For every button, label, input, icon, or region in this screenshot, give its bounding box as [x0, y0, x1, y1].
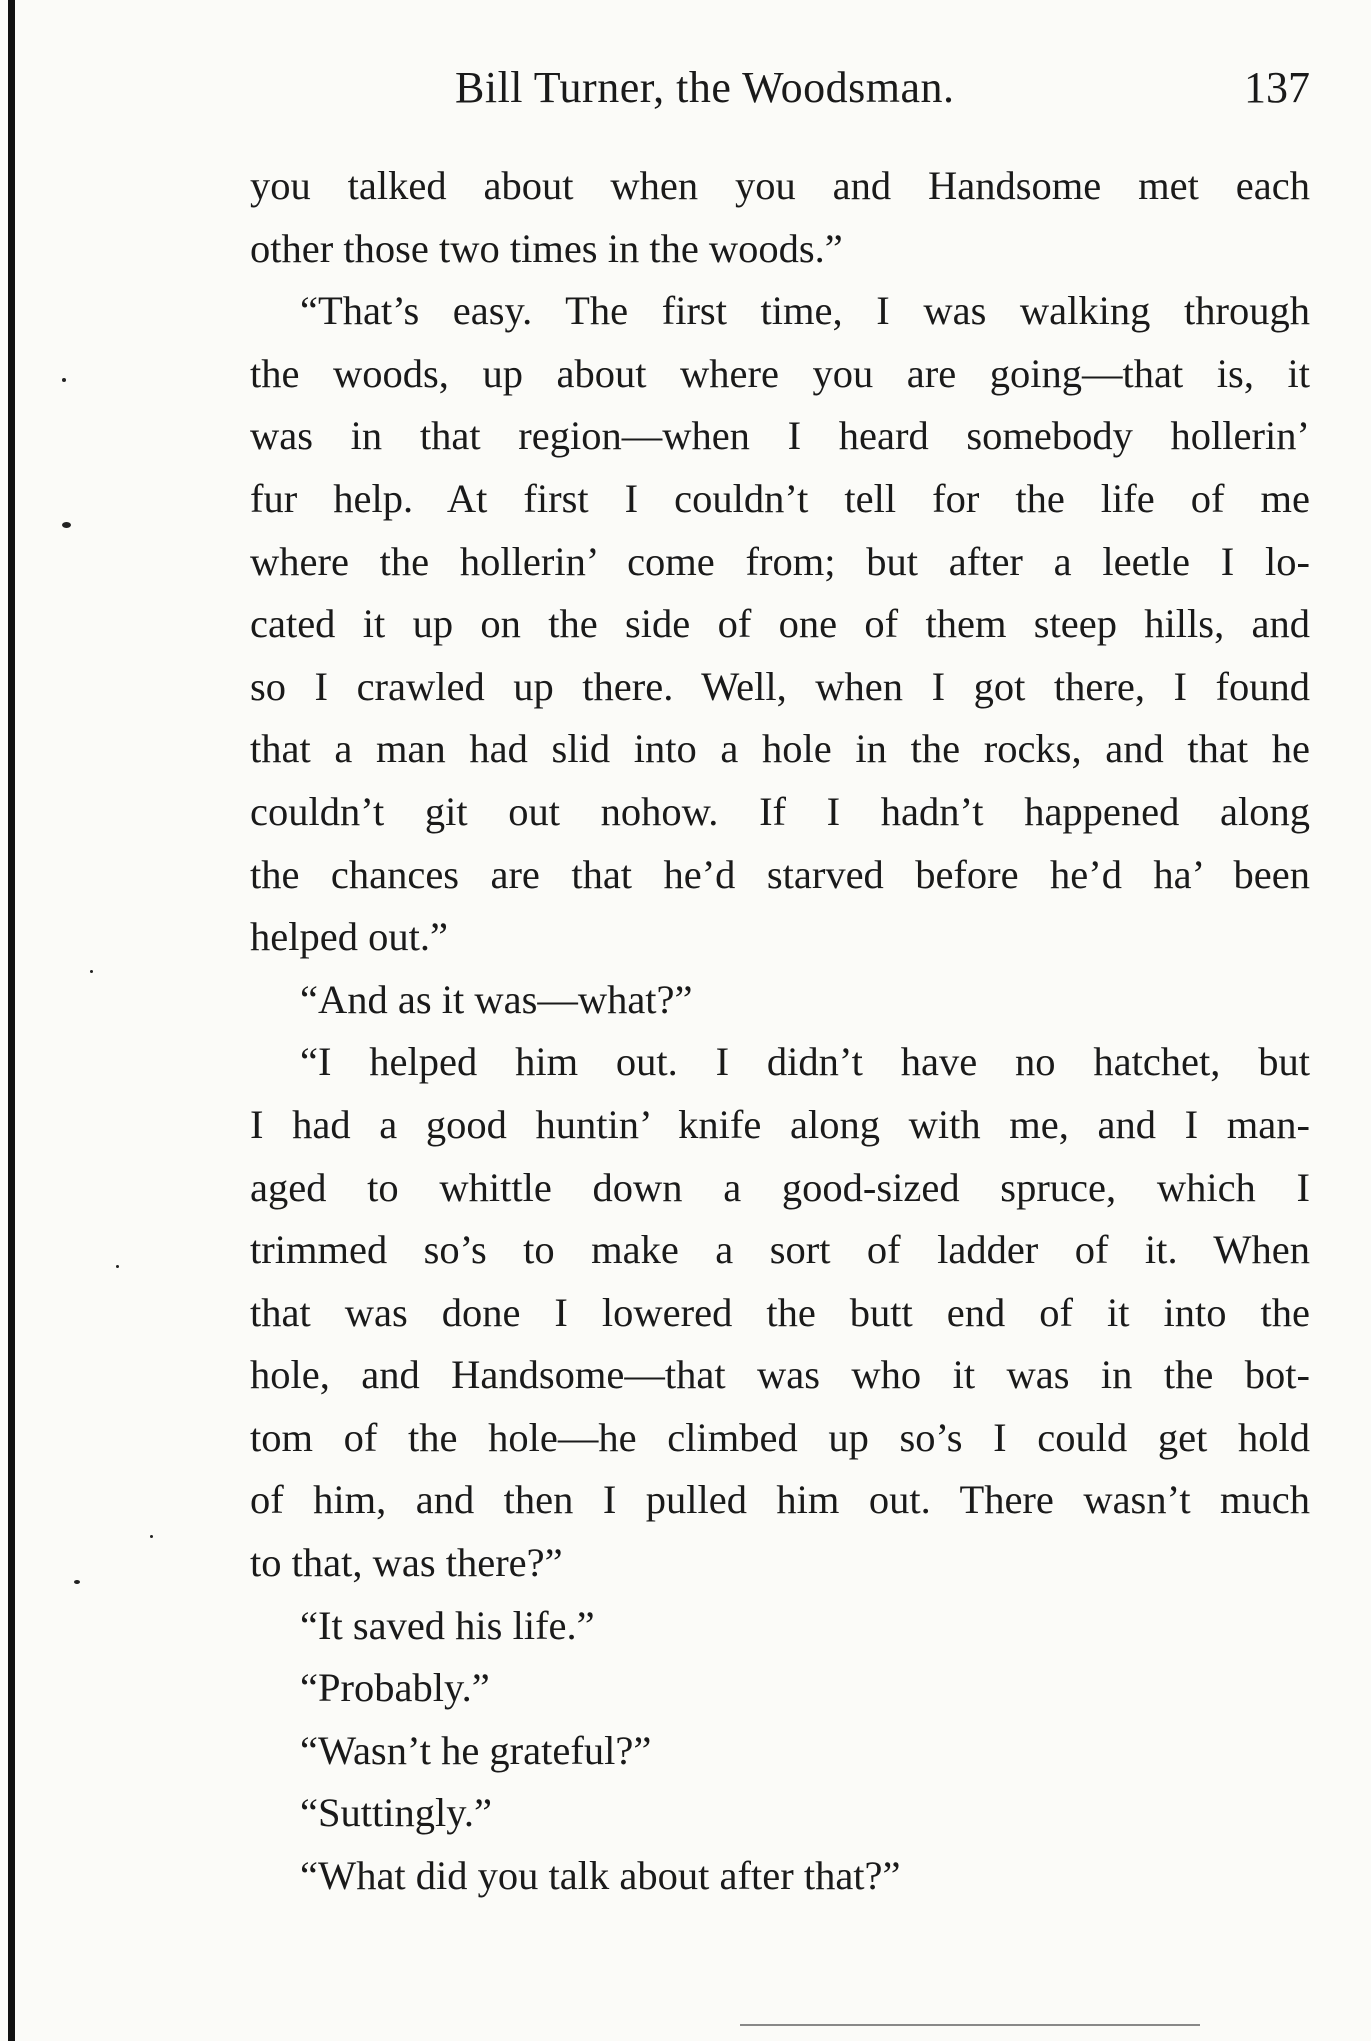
text-line: “It saved his life.”	[300, 1602, 595, 1648]
text-line: “And as it was—what?”	[300, 976, 693, 1022]
ink-speck	[62, 522, 71, 528]
text-line: trimmed so’s to make a sort of ladder of it. When	[250, 1227, 1310, 1273]
text-line: cated it up on the side of one of them steep hills, and	[250, 601, 1310, 647]
text-line: “Wasn’t he grateful?”	[300, 1727, 652, 1773]
ink-speck	[116, 1265, 119, 1268]
binding-edge	[8, 0, 15, 2041]
text-line: fur help. At first I couldn’t tell for the life of me	[250, 475, 1310, 521]
text-line: aged to whittle down a good-sized spruce, which I	[250, 1164, 1310, 1210]
page-number: 137	[1244, 63, 1310, 112]
text-line: “That’s easy. The first time, I was walking through	[300, 288, 1310, 334]
text-line: “What did you talk about after that?”	[300, 1853, 901, 1899]
text-line: where the hollerin’ come from; but after a leetle I lo-	[250, 538, 1310, 584]
text-line: couldn’t git out nohow. If I hadn’t happened along	[250, 788, 1310, 834]
text-line: that was done I lowered the butt end of it into the	[250, 1289, 1310, 1335]
page-body	[250, 155, 1310, 1908]
ink-speck	[150, 1535, 153, 1538]
text-line: so I crawled up there. Well, when I got there, I found	[250, 663, 1310, 709]
text-line: “Suttingly.”	[300, 1790, 492, 1836]
text-line: that a man had slid into a hole in the rocks, and that he	[250, 726, 1310, 772]
text-line: “I helped him out. I didn’t have no hatchet, but	[300, 1039, 1310, 1085]
text-line: “Probably.”	[300, 1665, 490, 1711]
text-line: other those two times in the woods.”	[250, 225, 843, 271]
text-line: helped out.”	[250, 914, 448, 960]
text-line: tom of the hole—he climbed up so’s I could get hold	[250, 1414, 1310, 1460]
ink-speck	[62, 378, 66, 382]
text-line: the chances are that he’d starved before he’d ha’ been	[250, 851, 1310, 897]
text-line: was in that region—when I heard somebody hollerin’	[250, 413, 1310, 459]
text-line: you talked about when you and Handsome met each	[250, 163, 1310, 208]
ink-speck	[90, 970, 93, 973]
text-line: the woods, up about where you are going—that is, it	[250, 350, 1310, 396]
text-line: to that, was there?”	[250, 1540, 563, 1586]
page-header	[250, 62, 1310, 122]
text-line: of him, and then I pulled him out. There wasn’t much	[250, 1477, 1310, 1523]
text-line: hole, and Handsome—that was who it was in the bot-	[250, 1352, 1310, 1398]
ink-speck	[74, 1580, 80, 1584]
footer-rule	[740, 2024, 1200, 2026]
running-title: Bill Turner, the Woodsman.	[455, 63, 955, 112]
text-line: I had a good huntin’ knife along with me, and I man-	[250, 1101, 1310, 1147]
